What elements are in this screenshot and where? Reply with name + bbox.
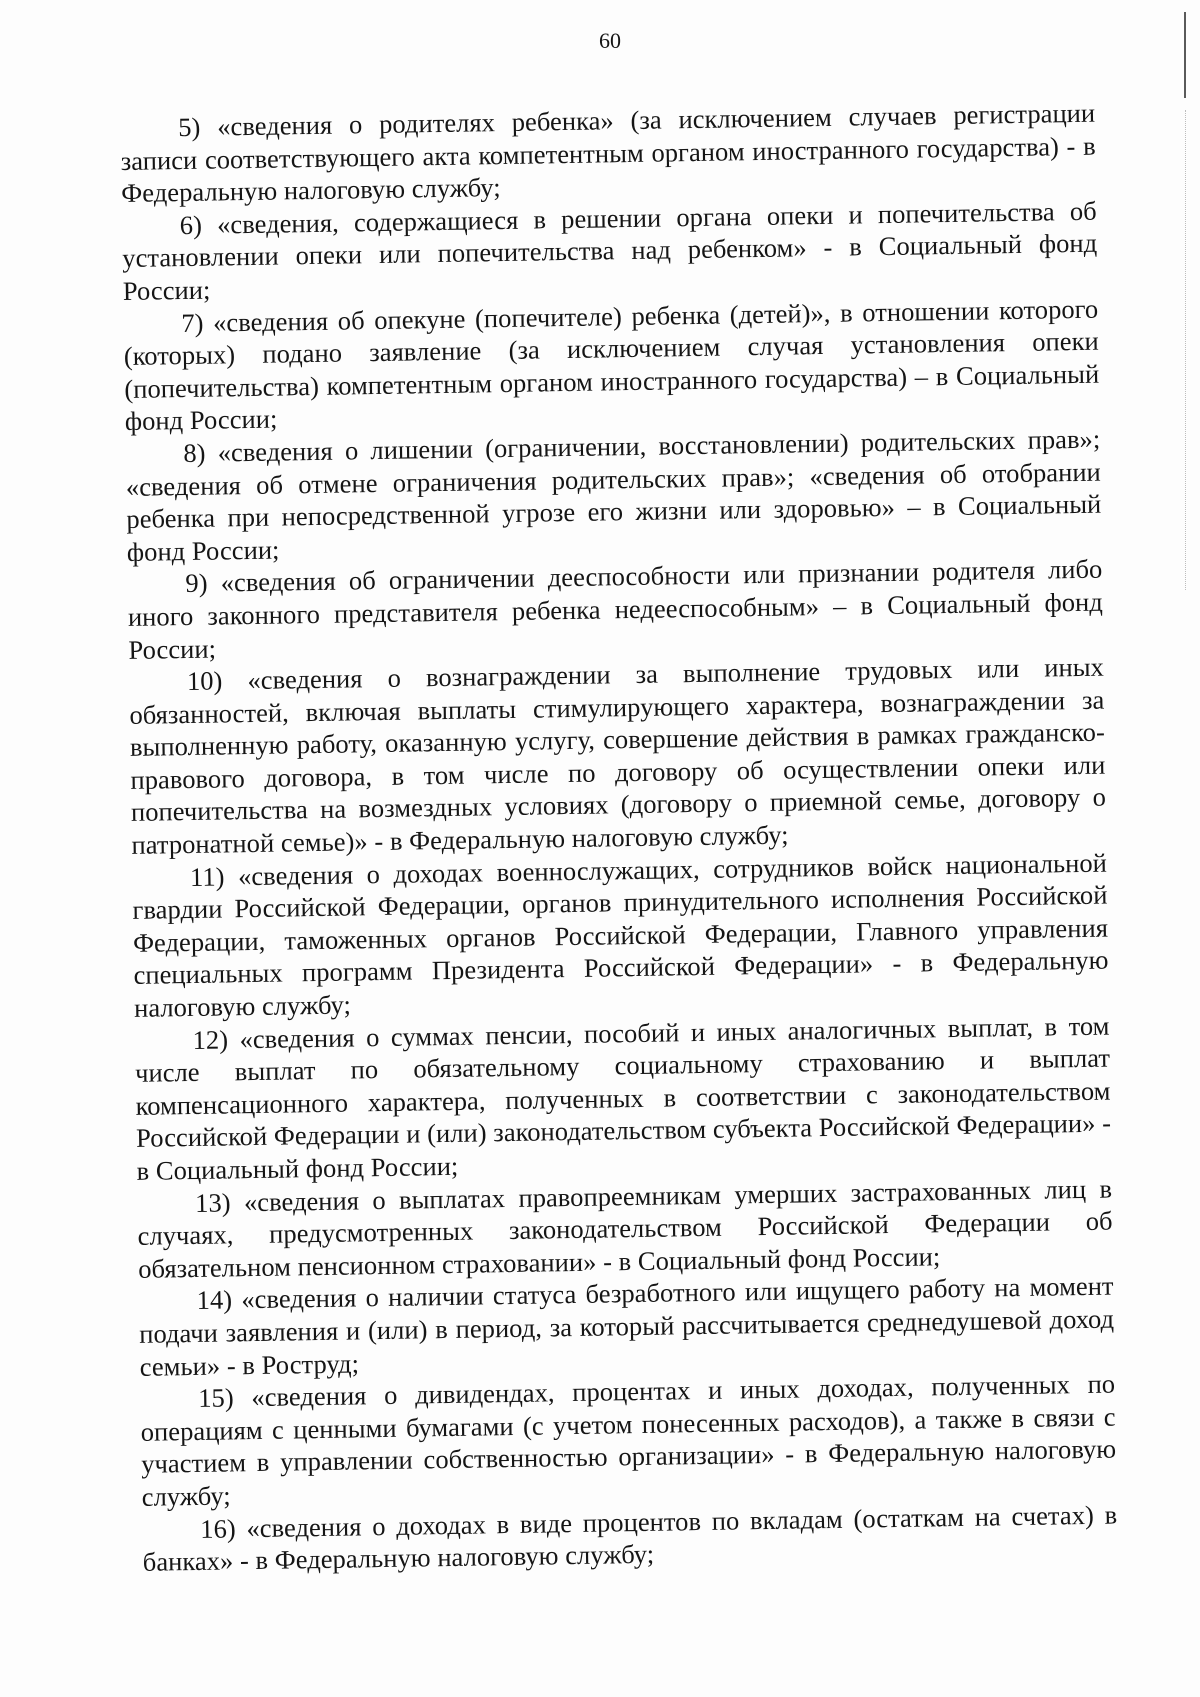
list-item-14: 14) «сведения о наличии статуса безработного или ищущего работу на момент подачи заявления и (или) в период, за который рассчитывается среднедушевой доход семьи» - в Роструд; — [138, 1270, 1115, 1382]
list-item-5: 5) «сведения о родителях ребенка» (за исключением случаев регистрации записи соответствующего акта компетентным органом иностранного государства) - в Федеральную налоговую службу; — [120, 97, 1096, 209]
list-item-10: 10) «сведения о вознаграждении за выполнение трудовых или иных обязанностей, включая выплаты стимулирующего характера, вознаграждении за выполненную работу, оказанную услугу, совершение действия в рамках гражданско-правового договора, в том числе по договору об осуществлении опеки или попечительства на возмездных условиях (договору о приемной семье, договору о патронатной семье)» - в Федеральную налоговую службу; — [129, 651, 1107, 860]
list-item-16: 16) «сведения о доходах в виде процентов по вкладам (остаткам на счетах) в банках» - в Федеральную налоговую службу; — [142, 1499, 1118, 1577]
list-item-6: 6) «сведения, содержащиеся в решении органа опеки и попечительства об установлении опеки или попечительства над ребенком» - в Социальный фонд России; — [122, 195, 1098, 306]
list-item-9: 9) «сведения об ограничении дееспособности или признании родителя либо иного законного представителя ребенка недееспособным» – в Социальный фонд России; — [127, 553, 1104, 665]
list-item-12: 12) «сведения о суммах пенсии, пособий и иных аналогичных выплат, в том числе выплат по обязательному социальному страхованию и выплат компенсационного характера, полученных в соответствии с законодательством Российской Федерации и (или) законодательством субъекта Российской Федерации» - в Социальный фонд России; — [134, 1010, 1112, 1186]
document-body — [120, 97, 1118, 1579]
scan-edge-mark — [1184, 12, 1186, 98]
list-item-11: 11) «сведения о доходах военнослужащих, сотрудников войск национальной гвардии Российской Федерации, органов принудительного исполнения Российской Федерации, таможенных органов Российской Федерации, Главного управления специальных программ Президента Российской Федерации» - в Федеральную налоговую службу; — [132, 847, 1109, 1023]
list-item-8: 8) «сведения о лишении (ограничении, восстановлении) родительских прав»; «сведения об отмене ограничения родительских прав»; «сведения об отобрании ребенка при непосредственной угрозе его жизни или здоровью» – в Социальный фонд России; — [125, 423, 1102, 567]
list-item-13: 13) «сведения о выплатах правопреемникам умерших застрахованных лиц в случаях, предусмотренных законодательством Российской Федерации об обязательном пенсионном страховании» - в Социальный фонд России; — [137, 1173, 1113, 1284]
list-item-7: 7) «сведения об опекуне (попечителе) ребенка (детей)», в отношении которого (которых) подано заявление (за исключением случая установления опеки (попечительства) компетентным органом иностранного государства) – в Социальный фонд России; — [123, 293, 1100, 437]
list-item-15: 15) «сведения о дивидендах, процентах и иных доходах, полученных по операциям с ценными бумагами (с учетом понесенных расходов), а также в связи с участием в управлении собственностью организации» - в Федеральную налоговую службу; — [140, 1368, 1117, 1512]
scan-edge-shadow — [1184, 110, 1186, 590]
page-number: 60 — [599, 28, 621, 53]
